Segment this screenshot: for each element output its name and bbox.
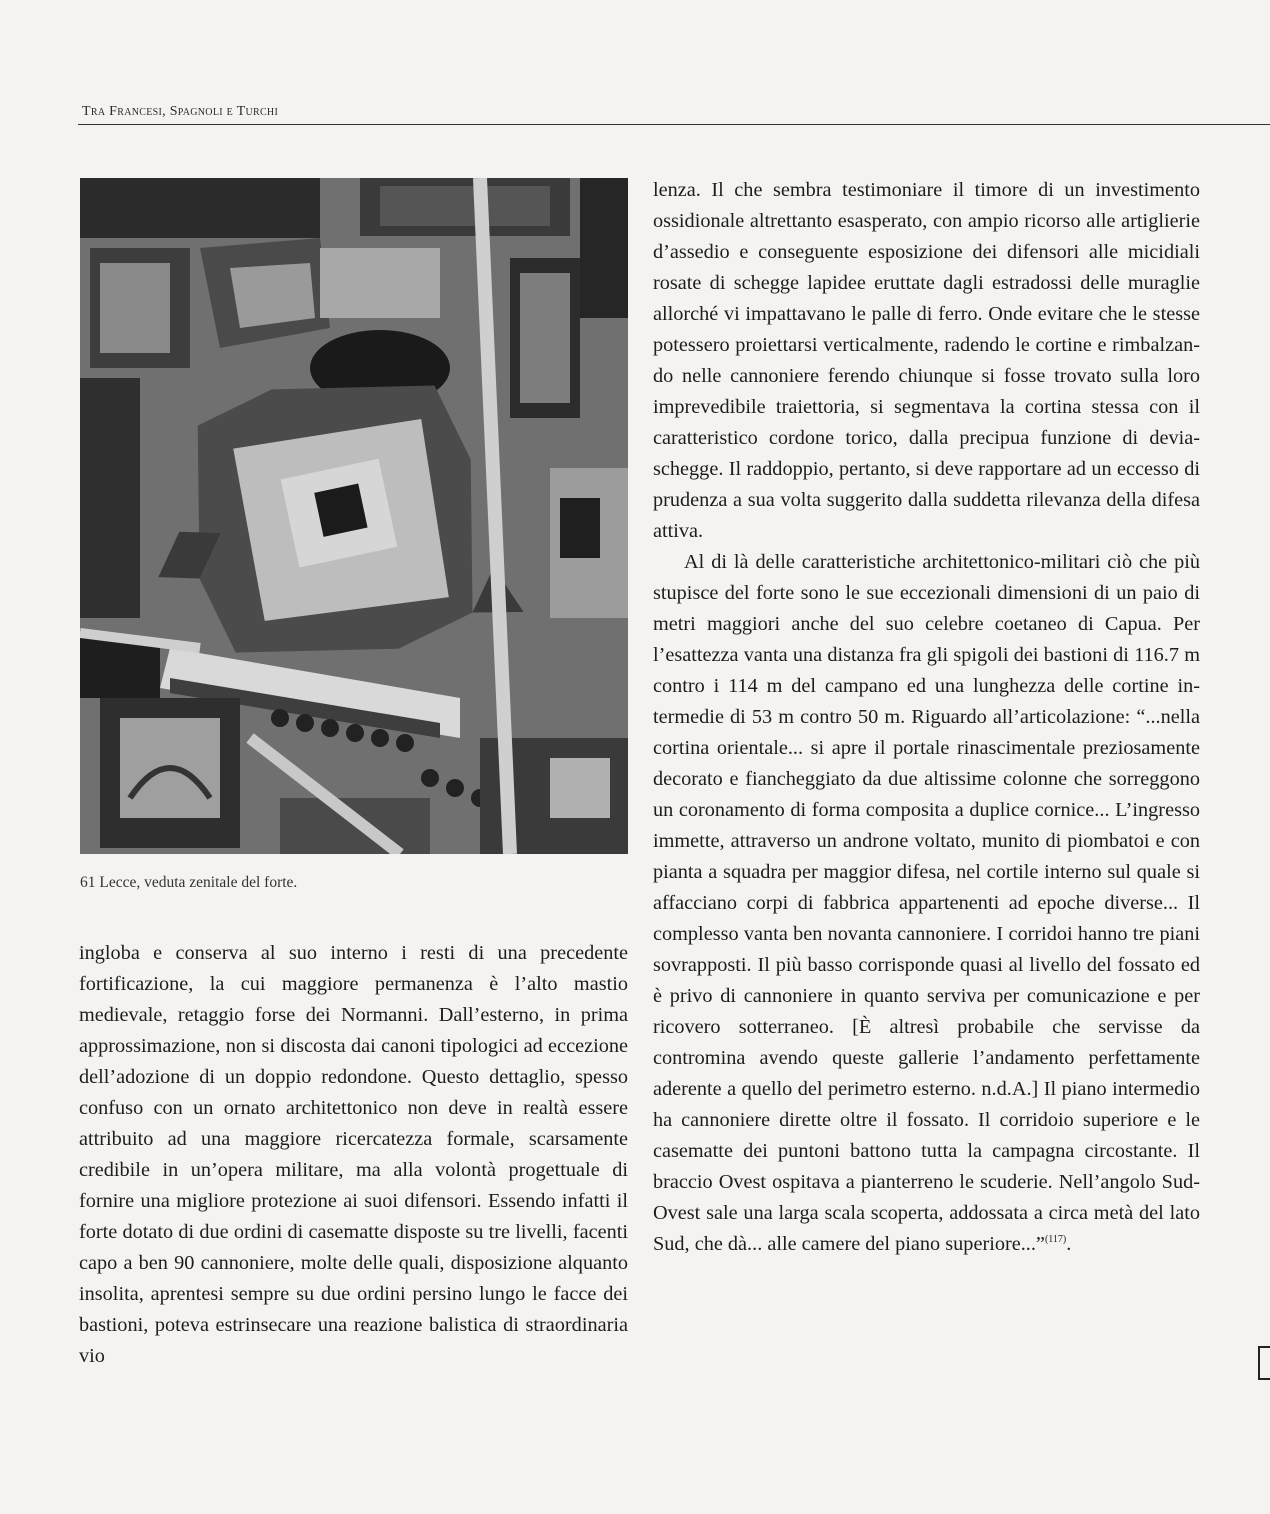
right-paragraph-1: lenza. Il che sembra testimoniare il timore di un investimento ossidionale altrettanto esasperato, con ampio ricorso alle artiglierie d’assedio e conseguente esposizione dei difensori alle micidiali rosate di schegge lapidee eruttate dagli estradossi delle muraglie allorché vi impattavano le palle di ferro. Onde evitare che le stesse potessero proiettarsi verticalmente, radendo le cortine e rimbalzando nelle cannoniere ferendo chiunque si fosse trovato sulla loro imprevedibile traiettoria, si segmentava la cortina stessa con il caratteristico cordone torico, dalla precipua funzione di devia-schegge. Il raddoppio, pertanto, si deve rapportare ad un eccesso di prudenza a sua volta suggerito dalla suddetta rilevanza della difesa attiva. <box>653 179 1200 542</box>
aerial-photo-figure <box>80 178 628 854</box>
left-text-column <box>79 938 628 1372</box>
header-rule <box>78 124 1270 125</box>
closing-period: . <box>1066 1233 1072 1255</box>
left-paragraph: ingloba e conserva al suo interno i resti di una precedente fortificazione, la cui maggiore permanenza è l’alto mastio medievale, retaggio forse dei Normanni. Dall’esterno, in prima approssimazione, non si discosta dai canoni tipologici ad eccezione dell’adozione di un doppio redondone. Questo dettaglio, spesso confuso con un ornato architettonico non deve in realtà essere attribuito ad una maggiore ricercatezza formale, scarsamente credibile in un’opera militare, ma alla volontà progettuale di fornire una migliore protezione ai suoi difensori. Essendo infatti il forte dotato di due ordini di casematte disposte su tre livelli, facenti capo a ben 90 cannoniere, molte delle quali, disposizione alquanto insolita, aprentesi sempre su due ordini persino lungo le facce dei bastioni, poteva estrinsecare una reazione balistica di straordinaria vio <box>79 942 628 1367</box>
right-text-column <box>653 175 1200 1260</box>
running-head: Tra Francesi, Spagnoli e Turchi <box>82 104 279 119</box>
aerial-photo <box>80 178 628 854</box>
right-paragraph-2-text: Al di là delle caratteristiche architettonico-militari ciò che più stupisce del forte sono le sue eccezionali dimensioni di un paio di metri maggiori anche del suo celebre coetaneo di Capua. Per l’esattezza vanta una distanza fra gli spigoli dei bastioni di 116.7 m contro i 114 m del campano ed una lunghezza delle cortine intermedie di 53 m contro 50 m. Riguardo all’articolazione: “...nella cortina orientale... si apre il portale rinascimentale preziosamente decorato e fiancheggiato da due altissime colonne che sorreggono un coronamento di forma composita a duplice cornice... L’ingresso immette, attraverso un androne voltato, munito di piombatoi e con pianta a squadra per maggior difesa, nel cortile interno sul quale si affacciano corpi di fabbrica appartenenti ad epoche diverse... Il complesso vanta ben novanta cannoniere. I corridoi hanno tre piani sovrapposti. Il più basso corrisponde quasi al livello del fossato ed è privo di cannoniere in quanto serviva per comunicazione e per ricovero sotterraneo. [È altresì probabile che servisse da contromina avendo queste gallerie l’andamento perfettamente aderente a quello del perimetro esterno. n.d.A.] Il piano intermedio ha cannoniere dirette oltre il fossato. Il corridoio superiore e le casematte dei puntoni battono tutta la campagna circostante. Il braccio Ovest ospitava a pianterreno le scuderie. Nell’angolo Sud-Ovest sale una larga scala scoperta, addossata a circa metà del lato Sud, che dà... alle camere del piano superiore...” <box>653 551 1200 1255</box>
right-paragraph-2 <box>653 547 1200 1260</box>
figure-caption: 61 Lecce, veduta zenitale del forte. <box>80 874 298 891</box>
page-edge-bracket <box>1258 1346 1270 1380</box>
footnote-reference: (117) <box>1044 1234 1067 1246</box>
